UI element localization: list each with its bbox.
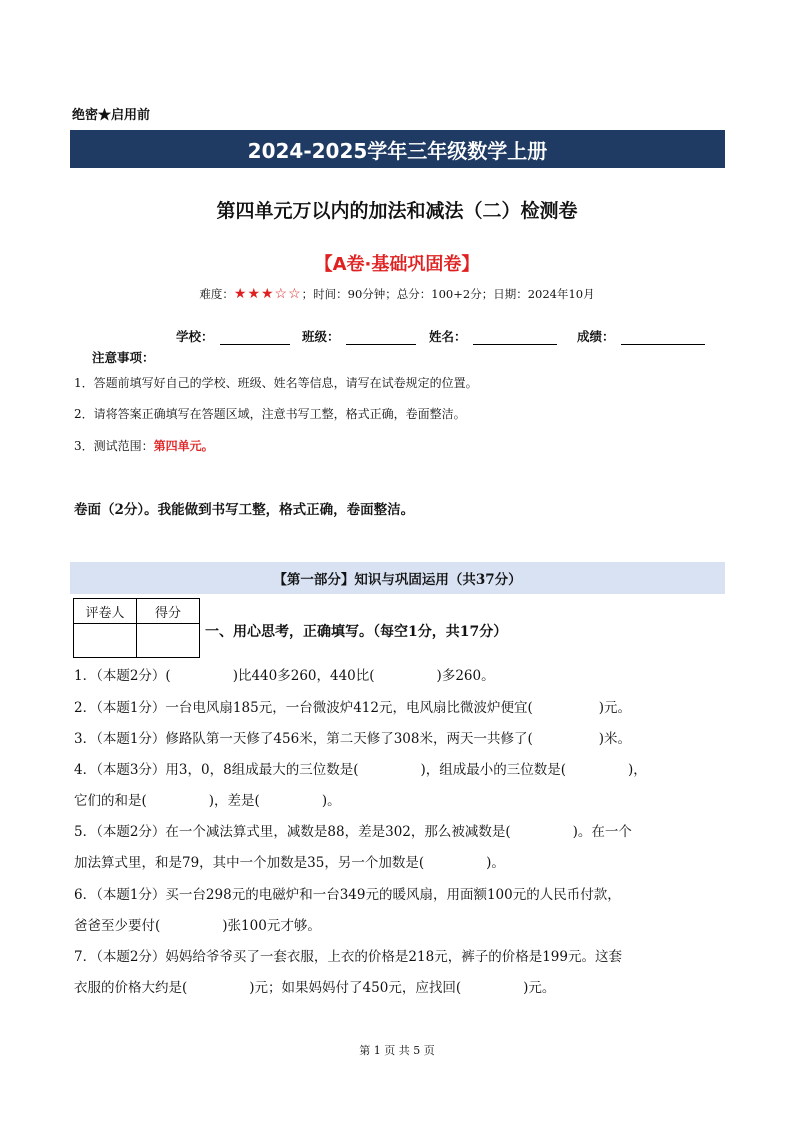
notice-item: 1．答题前填写好自己的学校、班级、姓名等信息，请写在试卷规定的位置。 [74, 376, 478, 390]
banner-title: 2024-2025学年三年级数学上册 [247, 138, 548, 163]
notice-item: 2．请将答案正确填写在答题区域，注意书写工整，格式正确，卷面整洁。 [74, 407, 466, 421]
name-line[interactable] [473, 330, 557, 345]
question-text: )元。 [523, 980, 556, 996]
question-text: )，差是( [208, 793, 260, 809]
class-line[interactable] [346, 330, 416, 345]
grader-cell[interactable] [74, 624, 137, 658]
question-text: 加法算式里，和是79，其中一个加数是35，另一个加数是( [74, 855, 425, 871]
notice-heading: 注意事项： [92, 350, 155, 365]
difficulty-label: 难度： [199, 287, 234, 301]
confidential-mark: 绝密★启用前 [72, 108, 151, 123]
points-header: 得分 [137, 599, 200, 624]
stars-empty: ☆☆ [274, 286, 302, 302]
question-text: 4．（本题3分）用3，0，8组成最大的三位数是( [74, 762, 359, 778]
question-text: 7．（本题2分）妈妈给爷爷买了一套衣服，上衣的价格是218元，裤子的价格是199元。这套 [74, 949, 622, 965]
grader-header: 评卷人 [74, 599, 137, 624]
question-text: 它们的和是( [74, 793, 147, 809]
question-text: )，组成最小的三位数是( [420, 762, 567, 778]
question-text: 衣服的价格大约是( [74, 980, 188, 996]
question-5 [74, 817, 726, 879]
question-7 [74, 942, 726, 1004]
question-text: )张100元才够。 [222, 918, 321, 934]
neatness-note: 卷面（2分）。我能做到书写工整，格式正确，卷面整洁。 [74, 502, 415, 518]
question-2 [74, 693, 726, 724]
notice-scope-label: 3．测试范围： [74, 439, 154, 453]
question-text: 6．（本题1分）买一台298元的电磁炉和一台349元的暖风扇，用面额100元的人民币付款， [74, 887, 621, 903]
score-label: 成绩： [577, 329, 615, 344]
section-one-title: 一、用心思考，正确填写。（每空1分，共17分） [205, 624, 508, 640]
question-text: )多260。 [436, 668, 495, 684]
question-text: )元；如果妈妈付了450元，应找回( [249, 980, 462, 996]
question-text: )。 [486, 855, 505, 871]
page-footer: 第 1 页 共 5 页 [359, 1044, 435, 1057]
points-cell[interactable] [137, 624, 200, 658]
question-text: )。在一个 [572, 824, 632, 840]
class-field[interactable] [302, 327, 416, 345]
school-label: 学校： [176, 329, 214, 344]
question-3 [74, 724, 726, 755]
question-text: 5．（本题2分）在一个减法算式里，减数是88，差是302，那么被减数是( [74, 824, 511, 840]
question-text: )比440多260，440比( [232, 668, 375, 684]
title-banner [70, 130, 725, 168]
school-line[interactable] [220, 330, 290, 345]
class-label: 班级： [302, 329, 340, 344]
stars-filled: ★★★ [233, 286, 275, 302]
school-field[interactable] [176, 327, 290, 345]
question-text: 1．（本题2分）( [74, 668, 171, 684]
name-field[interactable] [429, 327, 557, 345]
question-text: )米。 [598, 731, 632, 747]
question-4 [74, 755, 726, 817]
exam-meta [0, 286, 794, 302]
question-text: 3．（本题1分）修路队第一天修了456米，第二天修了308米，两天一共修了( [74, 731, 533, 747]
question-1 [74, 661, 726, 692]
volume-label: 【A卷·基础巩固卷】 [314, 254, 480, 275]
score-line[interactable] [621, 330, 705, 345]
score-field[interactable] [577, 327, 705, 345]
notice-scope-value: 第四单元。 [153, 439, 214, 453]
unit-title: 第四单元万以内的加法和减法（二）检测卷 [216, 200, 578, 222]
question-text: )， [628, 762, 647, 778]
question-text: 2．（本题1分）一台电风扇185元，一台微波炉412元，电风扇比微波炉便宜( [74, 700, 533, 716]
question-text: )元。 [598, 700, 632, 716]
part-one-title: 【第一部分】知识与巩固运用（共37分） [273, 572, 522, 588]
score-table [73, 598, 200, 658]
meta-details: ；时间：90分钟；总分：100+2分；日期：2024年10月 [301, 287, 595, 301]
name-label: 姓名： [429, 329, 467, 344]
question-text: 爸爸至少要付( [74, 918, 161, 934]
part-one-header [70, 562, 725, 594]
question-6 [74, 880, 726, 942]
notice-item [74, 437, 214, 454]
question-text: )。 [321, 793, 341, 809]
